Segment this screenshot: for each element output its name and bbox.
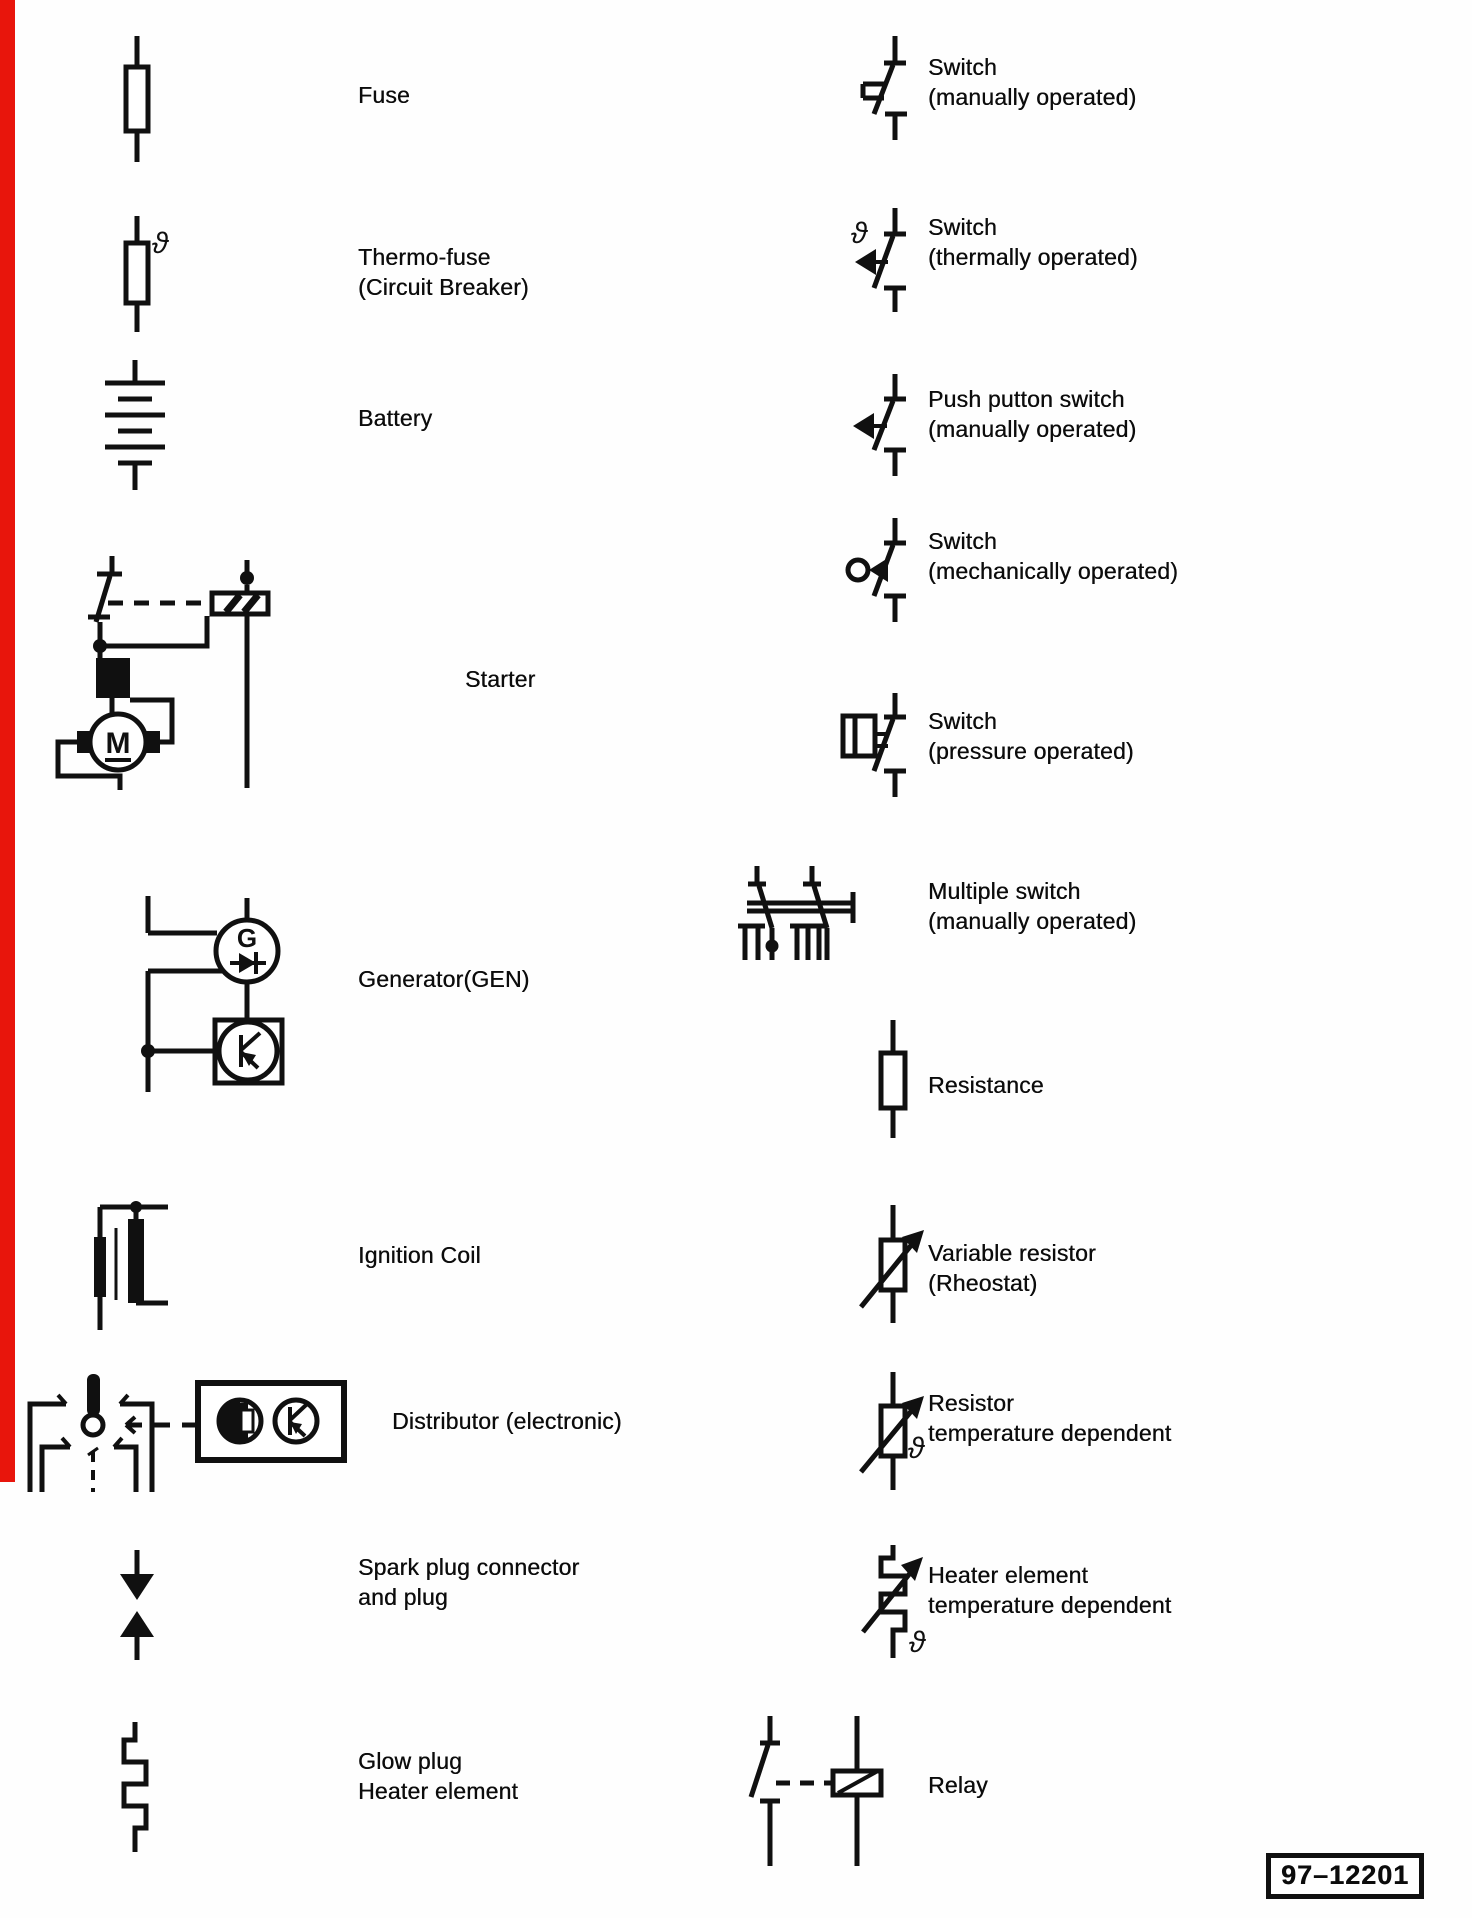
- resistance-symbol: [881, 1020, 905, 1138]
- label-switch-thermal: [928, 212, 1138, 272]
- switch-manual-symbol: [863, 36, 907, 140]
- switch-pressure-symbol: [843, 693, 906, 797]
- label-heater-temp: [928, 1560, 1171, 1620]
- label-line: (manually operated): [928, 416, 1137, 442]
- label-generator: [358, 964, 530, 994]
- theta-icon: ϑ: [907, 1432, 925, 1465]
- heater-temp-symbol: [863, 1545, 927, 1659]
- label-relay: [928, 1770, 988, 1800]
- multiple-switch-symbol: [738, 866, 853, 960]
- label-line: Push putton switch: [928, 386, 1125, 412]
- generator-symbol: [141, 896, 282, 1092]
- fuse-symbol: [126, 36, 148, 162]
- generator-g-label: G: [236, 923, 258, 953]
- label-line: (mechanically operated): [928, 558, 1179, 584]
- label-line: Starter: [465, 666, 536, 692]
- label-switch-mechanical: [928, 526, 1178, 586]
- label-line: Ignition Coil: [358, 1242, 481, 1268]
- label-line: Switch: [928, 528, 997, 554]
- label-switch-pressure: [928, 706, 1134, 766]
- label-line: Distributor (electronic): [392, 1408, 622, 1434]
- relay-symbol: [751, 1716, 881, 1866]
- resistor-temp-symbol: [861, 1372, 926, 1490]
- label-glow-plug: [358, 1746, 518, 1806]
- label-line: Resistor: [928, 1390, 1014, 1416]
- variable-resistor-symbol: [861, 1205, 924, 1323]
- label-line: Switch: [928, 214, 997, 240]
- label-multiple-switch: [928, 876, 1136, 936]
- label-line: (thermally operated): [928, 244, 1138, 270]
- distributor-symbol: [30, 1374, 344, 1492]
- label-line: Thermo-fuse: [358, 244, 491, 270]
- switch-mechanical-symbol: [848, 518, 906, 622]
- label-variable-resistor: [928, 1238, 1096, 1298]
- label-line: temperature dependent: [928, 1592, 1172, 1618]
- label-line: Switch: [928, 54, 997, 80]
- label-resistor-temp: [928, 1388, 1171, 1448]
- label-starter: [465, 664, 535, 694]
- label-line: Variable resistor: [928, 1240, 1096, 1266]
- label-line: and plug: [358, 1584, 448, 1610]
- label-line: (Circuit Breaker): [358, 274, 529, 300]
- theta-icon: ϑ: [151, 227, 169, 260]
- label-line: (manually operated): [928, 84, 1137, 110]
- ignition-coil-symbol: [94, 1201, 168, 1330]
- switch-thermal-symbol: [851, 208, 906, 312]
- label-line: Generator(GEN): [358, 966, 530, 992]
- label-line: Battery: [358, 405, 433, 431]
- label-line: (manually operated): [928, 908, 1137, 934]
- label-line: temperature dependent: [928, 1420, 1172, 1446]
- label-line: Resistance: [928, 1072, 1044, 1098]
- push-button-switch-symbol: [853, 374, 906, 476]
- label-line: Relay: [928, 1772, 988, 1798]
- label-line: Multiple switch: [928, 878, 1081, 904]
- label-line: (pressure operated): [928, 738, 1134, 764]
- thermo-fuse-symbol: [126, 216, 170, 332]
- label-resistance: [928, 1070, 1044, 1100]
- battery-symbol: [105, 360, 165, 490]
- label-line: Switch: [928, 708, 997, 734]
- starter-symbol: [58, 556, 268, 790]
- figure-number: 97–12201: [1281, 1860, 1410, 1890]
- motor-m-label: M: [105, 727, 131, 760]
- label-line: Glow plug: [358, 1748, 463, 1774]
- label-switch-manual: [928, 52, 1136, 112]
- label-line: Fuse: [358, 82, 410, 108]
- label-distributor: [392, 1406, 622, 1436]
- label-thermo-fuse: [358, 242, 529, 302]
- label-push-button: [928, 384, 1136, 444]
- glow-plug-symbol: [124, 1722, 146, 1852]
- label-line: Spark plug connector: [358, 1554, 580, 1580]
- theta-icon: ϑ: [908, 1626, 926, 1659]
- spark-plug-symbol: [120, 1550, 154, 1660]
- label-line: Heater element: [928, 1562, 1089, 1588]
- label-line: Heater element: [358, 1778, 519, 1804]
- label-spark-plug: [358, 1552, 579, 1612]
- theta-icon: ϑ: [850, 217, 868, 250]
- label-fuse: [358, 80, 410, 110]
- label-ignition-coil: [358, 1240, 481, 1270]
- label-line: (Rheostat): [928, 1270, 1038, 1296]
- label-battery: [358, 403, 432, 433]
- figure-number-box: [1266, 1853, 1424, 1899]
